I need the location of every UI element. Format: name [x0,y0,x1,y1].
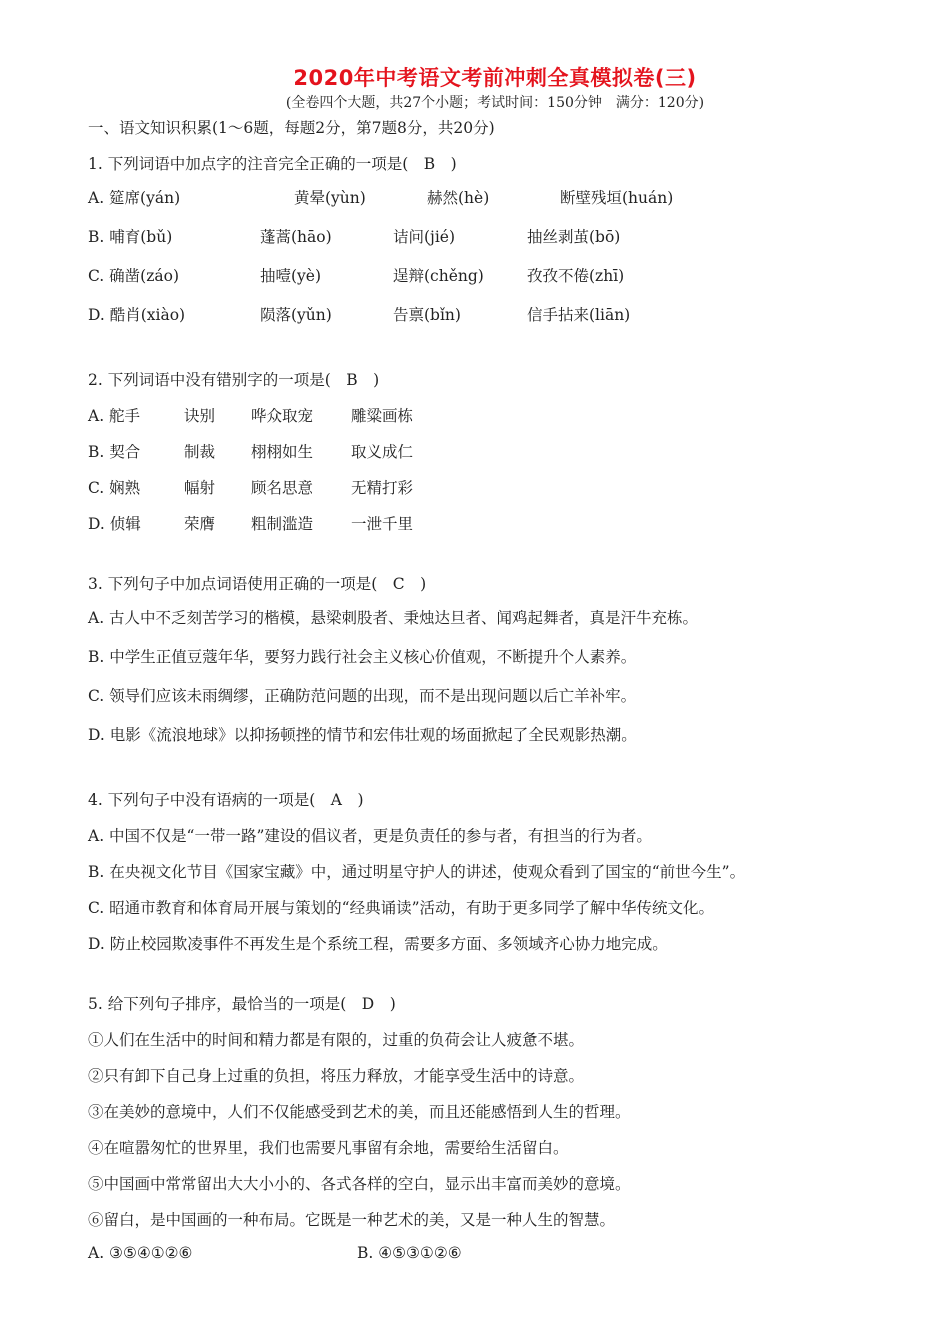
q5-sentence-6: ⑥留白，是中国画的一种布局。它既是一种艺术的美，又是一种人生的智慧。 [88,1211,616,1229]
q5-option-b: B. ④⑤③①②⑥ [357,1244,462,1262]
q4-option-a: A. 中国不仅是“一带一路”建设的倡议者，更是负责任的参与者，有担当的行为者。 [88,827,652,845]
q2-b3: 栩栩如生 [251,443,314,461]
q3-option-d: D. 电影《流浪地球》以抑扬顿挫的情节和宏伟壮观的场面掀起了全民观影热潮。 [88,726,637,744]
section-heading: 一、语文知识积累(1～6题，每题2分，第7题8分，共20分) [88,119,495,137]
q2-d4: 一泄千里 [351,515,414,533]
q5-option-a: A. ③⑤④①②⑥ [88,1244,193,1262]
q1-c3: 逞辩(chěng) [393,267,484,285]
q1-a4: 断壁残垣(huán) [560,189,674,207]
q2-d3: 粗制滥造 [251,515,314,533]
q1-stem: 1. 下列词语中加点字的注音完全正确的一项是( B ) [88,155,457,173]
q2-c4: 无精打彩 [351,479,414,497]
q2-a3: 哗众取宠 [251,407,314,425]
q4-option-c: C. 昭通市教育和体育局开展与策划的“经典诵读”活动，有助于更多同学了解中华传统文化。 [88,899,715,917]
q1-b1: B. 哺育(bǔ) [88,228,173,246]
q2-b2: 制裁 [184,443,216,461]
q2-b4: 取义成仁 [351,443,414,461]
q2-d2: 荣膺 [184,515,216,533]
q1-b2: 蓬蒿(hāo) [260,228,332,246]
q2-a4: 雕粱画栋 [351,407,414,425]
q2-c1: C. 娴熟 [88,479,141,497]
q3-option-c: C. 领导们应该未雨绸缪，正确防范问题的出现，而不是出现问题以后亡羊补牢。 [88,687,637,705]
q2-c2: 幅射 [184,479,216,497]
q1-d4: 信手拈来(liān) [527,306,631,324]
q5-sentence-3: ③在美妙的意境中，人们不仅能感受到艺术的美，而且还能感悟到人生的哲理。 [88,1103,631,1121]
q2-c3: 顾名思意 [251,479,314,497]
q3-option-b: B. 中学生正值豆蔻年华，要努力践行社会主义核心价值观，不断提升个人素养。 [88,648,637,666]
q5-sentence-4: ④在喧嚣匆忙的世界里，我们也需要凡事留有余地，需要给生活留白。 [88,1139,569,1157]
q5-sentence-5: ⑤中国画中常常留出大大小小的、各式各样的空白，显示出丰富而美妙的意境。 [88,1175,631,1193]
q1-b4: 抽丝剥茧(bō) [527,228,621,246]
q3-stem: 3. 下列句子中加点词语使用正确的一项是( C ) [88,575,427,593]
q1-a2: 黄晕(yùn) [294,189,366,207]
q1-a3: 赫然(hè) [427,189,490,207]
q4-stem: 4. 下列句子中没有语病的一项是( A ) [88,791,364,809]
q4-option-b: B. 在央视文化节目《国家宝藏》中，通过明星守护人的讲述，使观众看到了国宝的“前世今生”。 [88,863,746,881]
exam-subtitle: (全卷四个大题，共27个小题；考试时间：150分钟 满分：120分) [285,95,705,111]
q1-d3: 告禀(bǐn) [393,306,461,324]
q1-b3: 诘问(jié) [393,228,456,246]
q1-d1: D. 酷肖(xiào) [88,306,186,324]
q1-d2: 陨落(yǔn) [260,306,332,324]
q2-d1: D. 侦辑 [88,515,141,533]
q3-option-a: A. 古人中不乏刻苦学习的楷模，悬梁刺股者、秉烛达旦者、闻鸡起舞者，真是汗牛充栋。 [88,609,699,627]
q5-sentence-2: ②只有卸下自己身上过重的负担，将压力释放，才能享受生活中的诗意。 [88,1067,585,1085]
q1-a1: A. 筵席(yán) [88,189,181,207]
exam-title: 2020年中考语文考前冲刺全真模拟卷(三) [293,66,697,90]
q1-c1: C. 确凿(záo) [88,267,179,285]
q2-stem: 2. 下列词语中没有错别字的一项是( B ) [88,371,380,389]
q1-c2: 抽噎(yè) [260,267,322,285]
q4-option-d: D. 防止校园欺凌事件不再发生是个系统工程，需要多方面、多领域齐心协力地完成。 [88,935,668,953]
q1-c4: 孜孜不倦(zhī) [527,267,625,285]
q5-sentence-1: ①人们在生活中的时间和精力都是有限的，过重的负荷会让人疲惫不堪。 [88,1031,585,1049]
q2-a2: 诀别 [184,407,216,425]
q2-a1: A. 舵手 [88,407,141,425]
q5-stem: 5. 给下列句子排序，最恰当的一项是( D ) [88,995,396,1013]
q2-b1: B. 契合 [88,443,141,461]
